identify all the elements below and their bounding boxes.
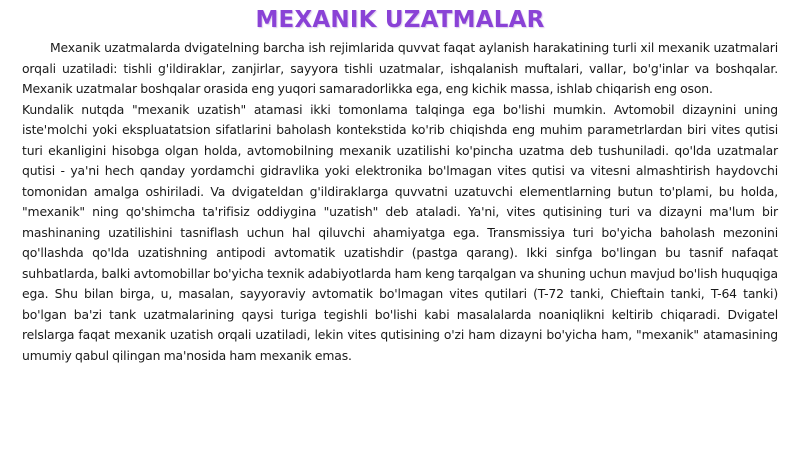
body-paragraph-2: Kundalik nutqda "mexanik uzatish" atamasi ikki tomonlama talqinga ega bo'lishi mumkin. Avtomobil dizaynini uning iste'molchi yoki ekspluatatsion sifatlarini baholash kontekstida ko'rib chiqishda eng muhim parametrlardan biri vites qutisi turi ekanligini hisobga olgan holda, avtomobilning mexanik uzatilishi ko'pincha uzatma deb tushuniladi. qo'lda uzatmalar qutisi - ya'ni hech qanday yordamchi gidravlika yoki elektronika bo'lmagan vites qutisi va vitesni almashtirish haydovchi tomonidan amalga oshiriladi. Va dvigateldan g'ildiraklarga quvvatni uzatuvchi elementlarning butun to'plami, bu holda, "mexanik" ning qo'shimcha ta'rifisiz oddiygina "uzatish" deb ataladi. Ya'ni, vites qutisining turi va dizayni ma'lum bir mashinaning uzatilishini tasniflash uchun hal qiluvchi ahamiyatga ega. Transmissiya turi bo'yicha baholash mezonini qo'llashda qo'lda uzatishning antipodi avtomatik uzatishdir (pastga qarang). Ikki sinfga bo'lingan bu tasnif nafaqat suhbatlarda, balki avtomobillar bo'yicha texnik adabiyotlarda ham keng tarqalgan va shuning uchun mavjud bo'lish huquqiga ega. Shu bilan birga, u, masalan, sayyoraviy avtomatik bo'lmagan vites qutilari (T-72 tanki, Chieftain tanki, T-64 tanki) bo'lgan ba'zi tank uzatmalarining qaysi turiga tegishli bo'lishi kabi masalalarda noaniqlikni keltirib chiqaradi. Dvigatel relslarga faqat mexanik uzatish orqali uzatiladi, lekin vites qutisining o'zi ham dizayni bo'yicha ham, "mexanik" atamasining umumiy qabul qilingan ma'nosida ham mexanik emas. [22, 101, 778, 363]
slide-title: MEXANIK UZATMALAR [255, 7, 545, 33]
body-paragraph-1: Mexanik uzatmalarda dvigatelning barcha ish rejimlarida quvvat faqat aylanish harakatining turli xil mexanik uzatmalari orqali uzatiladi: tishli g'ildiraklar, zanjirlar, sayyora tishli uzatmalar, ishqalanish muftalari, vallar, bo'g'inlar va boshqalar. Mexanik uzatmalar boshqalar orasida eng yuqori samaradorlikka ega, eng kichik massa, ishlab chiqarish eng oson. [22, 40, 778, 96]
